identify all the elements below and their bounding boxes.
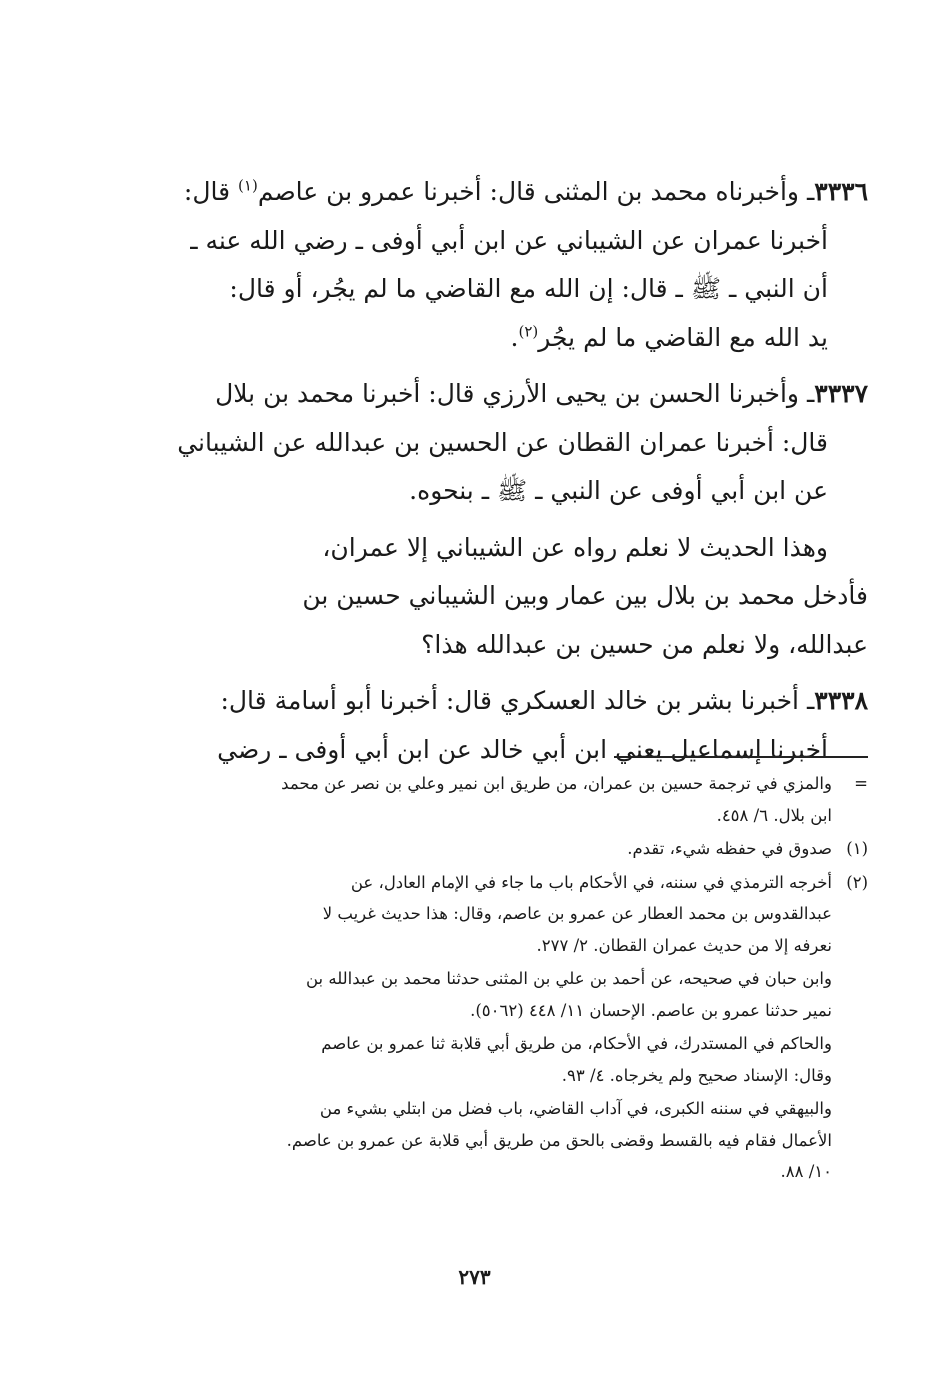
hadith-number: ٣٣٣٦ — [814, 177, 868, 206]
footnote-line: نمير حدثنا عمرو بن عاصم. الإحسان ١١/ ٤٤٨ (٥٠٦٢). — [470, 1000, 832, 1020]
footnote-marker: (١) — [846, 839, 868, 858]
footnote-line: وقال: الإسناد صحيح ولم يخرجاه. ٤/ ٩٣. — [561, 1065, 832, 1085]
footnote-line: وابن حبان في صحيحه، عن أحمد بن علي بن المثنى حدثنا محمد بن عبدالله بن — [305, 969, 832, 988]
footnote-line: عبدالقدوس بن محمد العطار عن عمرو بن عاصم، وقال: هذا حديث غريب لا — [322, 904, 832, 923]
hadith-line — [150, 677, 868, 726]
footnote-line: ١٠/ ٨٨. — [780, 1162, 832, 1181]
footnote-text: صدوق في حفظه شيء، تقدم. — [627, 839, 832, 858]
hadith-text: ـ وأخبرنا الحسن بن يحيى الأرزي قال: أخبرنا محمد بن بلال — [215, 379, 815, 408]
main-text — [150, 168, 868, 782]
hadith-line — [150, 168, 868, 217]
footnotes — [150, 768, 868, 1190]
hadith-line — [150, 314, 868, 363]
footnote-text: أخرجه الترمذي في سننه، في الأحكام باب ما جاء في الإمام العادل، عن — [350, 872, 832, 892]
footnote-continuation — [150, 768, 868, 831]
hadith-text: ـ وأخبرناه محمد بن المثنى قال: أخبرنا عمرو بن عاصم — [257, 177, 815, 206]
page-number: ٢٧٣ — [458, 1265, 491, 1289]
footnote-line — [150, 833, 868, 865]
footnote-line — [150, 867, 868, 899]
footnote-divider — [614, 756, 868, 758]
footnote-line: نعرفه إلا من حديث عمران القطان. ٢/ ٢٧٧. — [536, 935, 832, 955]
hadith-line: أخبرنا إسماعيل يعني ابن أبي خالد عن ابن أبي أوفى ـ رضي — [217, 734, 828, 764]
commentary-line: فأدخل محمد بن بلال بين عمار وبين الشيباني حسين بن — [302, 581, 868, 610]
footnote-2-hakim — [150, 1028, 868, 1091]
commentary-line: عبدالله، ولا نعلم من حسين بن عبدالله هذا؟ — [421, 629, 868, 659]
footnote-line: ابن بلال. ٦/ ٤٥٨. — [716, 805, 832, 825]
hadith-text: يد الله مع القاضي ما لم يجُر — [538, 322, 828, 352]
hadith-3337 — [150, 370, 868, 516]
footnote-line: والبيهقي في سننه الكبرى، في آداب القاضي، باب فضل من ابتلي بشيء من — [319, 1099, 832, 1118]
footnote-2-bayhaqi — [150, 1093, 868, 1188]
hadith-number: ٣٣٣٨ — [814, 686, 868, 715]
hadith-number: ٣٣٣٧ — [814, 379, 868, 408]
commentary-paragraph — [150, 524, 868, 670]
footnote-2-ibn-hibban — [150, 963, 868, 1026]
footnote-marker: = — [854, 774, 868, 793]
hadith-line: أن النبي ـ ﷺ ـ قال: إن الله مع القاضي ما لم يجُر، أو قال: — [229, 274, 828, 303]
footnote-text: والمزي في ترجمة حسين بن عمران، من طريق ابن نمير وعلي بن نصر عن محمد — [281, 774, 832, 793]
hadith-3338 — [150, 677, 868, 774]
footnote-1 — [150, 833, 868, 865]
hadith-line: عن ابن أبي أوفى عن النبي ـ ﷺ ـ بنحوه. — [409, 476, 828, 505]
hadith-text: . — [510, 322, 519, 352]
hadith-line: أخبرنا عمران عن الشيباني عن ابن أبي أوفى ـ رضي الله عنه ـ — [190, 225, 828, 255]
footnote-ref: (١) — [238, 176, 258, 195]
hadith-3336 — [150, 168, 868, 362]
footnote-marker: (٢) — [846, 872, 868, 892]
footnote-2 — [150, 867, 868, 962]
hadith-line — [150, 370, 868, 419]
commentary-line: وهذا الحديث لا نعلم رواه عن الشيباني إلا عمران، — [322, 532, 828, 562]
hadith-text: ـ أخبرنا بشر بن خالد العسكري قال: أخبرنا أبو أسامة قال: — [220, 686, 815, 715]
footnote-line: الأعمال فقام فيه بالقسط وقضى بالحق من طريق أبي قلابة عن عمرو بن عاصم. — [286, 1130, 832, 1150]
footnote-line — [150, 768, 868, 800]
footnote-ref: (٢) — [518, 322, 539, 341]
hadith-line: قال: أخبرنا عمران القطان عن الحسين بن عبدالله عن الشيباني — [177, 427, 828, 457]
footnote-line: والحاكم في المستدرك، في الأحكام، من طريق أبي قلابة ثنا عمرو بن عاصم — [321, 1034, 832, 1053]
hadith-text: قال: — [183, 177, 239, 206]
